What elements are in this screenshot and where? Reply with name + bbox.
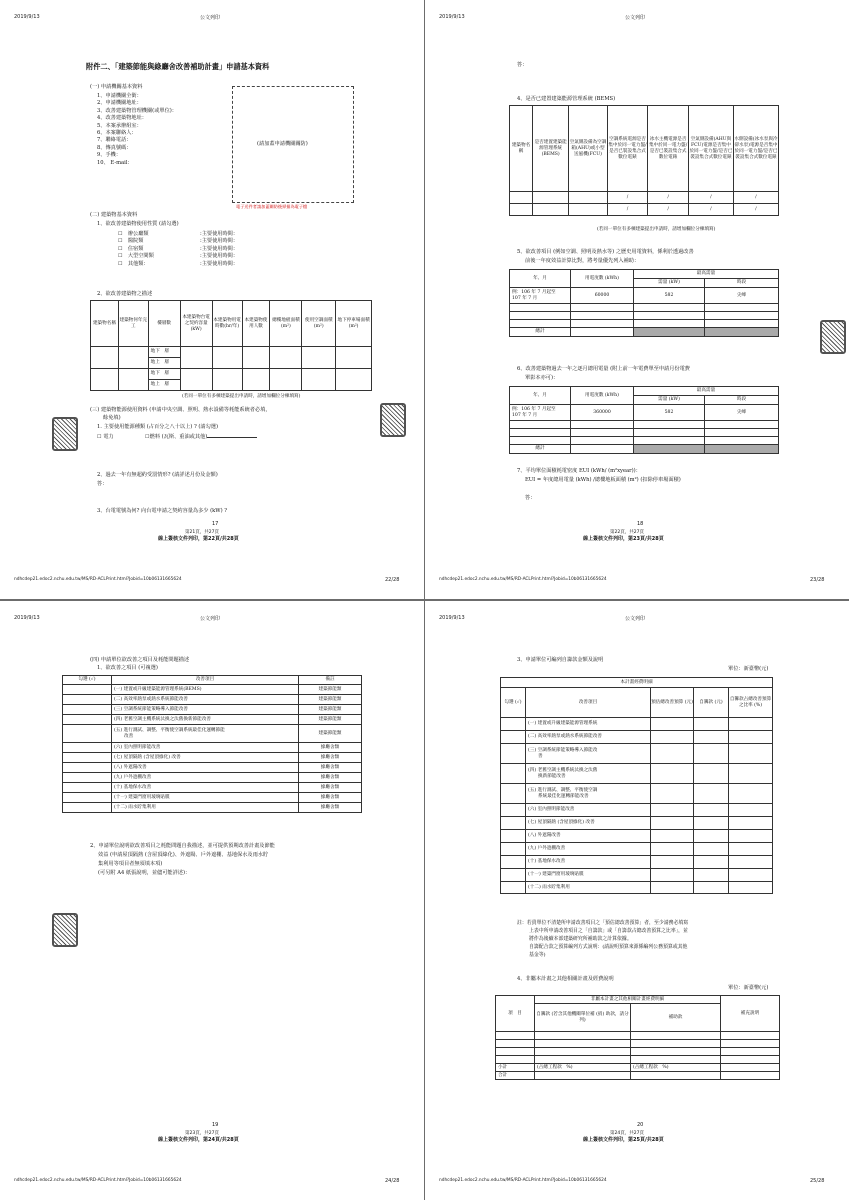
table-header: 空氣側設備(AHU與FCU)電源是否集中於同一電力盤/是否已裝設集合式數位電錶 (688, 106, 733, 192)
form-title: 附件二、「建築節能與綠廳舍改善補助計畫」申請基本資料 (86, 62, 270, 71)
use-hours-label: :主要使用時間： (200, 253, 239, 260)
checkbox-cell[interactable] (63, 725, 112, 743)
table-title: 本計畫經費明細 (501, 678, 773, 688)
table-header: 預估總改善預算 (元) (651, 688, 694, 718)
table-cell: 合計 (496, 1072, 535, 1080)
header-date: 2019/9/13 (439, 14, 465, 20)
table-cell: 60000 (571, 288, 634, 304)
table-cell: 小計 (496, 1064, 535, 1072)
seal-box (232, 86, 354, 203)
table-header: 自籌款 (若含其他機關單位補 (捐) 助款，請分列) (535, 1004, 631, 1032)
table-cell: (一) 建置或升級建築能源管理系統(BEMS) (112, 685, 299, 695)
page-1 (0, 0, 424, 599)
question: 2、申請單位說明欲改善項目之耗能問題自我描述，並可提供預期改善計畫及節能 (90, 843, 275, 849)
table-cell: (二) 高效率熱泵或熱水系統節能改善 (526, 731, 651, 744)
table-cell: 綠廳舍類 (299, 743, 362, 753)
improvement-table (62, 675, 362, 813)
field-label: 4、改善建築物地址： (97, 115, 147, 122)
table-header: 改善項目 (526, 688, 651, 718)
table-cell: (七) 屋頂隔熱 (含屋頂綠化) 改善 (526, 817, 651, 830)
question: 4、非屬本計畫之其他相關計畫及經費說明 (517, 976, 614, 982)
footer-url: ndhcdep21.edoc2.nchu.edu.tw/MS/RD-ACLPrint.html?Jobid=10b06131665624 (439, 577, 607, 582)
header-date: 2019/9/13 (14, 615, 40, 621)
page-number: 20 (637, 1122, 644, 1128)
question-cont: 前後一年度效益計算比對，將考量優先列入補助： (525, 258, 640, 264)
table-header: 時段 (705, 396, 779, 405)
question: 7、平均單位面積耗電密度 EUI (kWh/ (m²xyear))： (517, 468, 641, 474)
table-header: 樓層數 (148, 301, 180, 347)
seal-note: 電子送件者請加蓋關防後掃描為電子檔 (236, 204, 308, 209)
question-cont: 集利用等項目者無須填本項) (98, 861, 163, 867)
table-cell: (五) 進行測試、調整、平衡使空調 (528, 787, 598, 793)
answer-label: 答： (525, 495, 536, 501)
question: 5、欲改善項目 (例如空調、照明及熱水等) 之歷史用電資料，係利於透過改善 (517, 249, 694, 255)
other-budget-table (495, 995, 780, 1080)
checkbox-item[interactable]: ☐燃料 (瓦斯、重油或其他) (145, 434, 257, 441)
table-cell: / (733, 204, 778, 216)
field-label: 6、本案聯絡人： (97, 130, 137, 137)
table-cell: 尖峰 (705, 405, 779, 421)
table-cell: / (733, 192, 778, 204)
question: 2、過去一年有無超約受罰情形? (請詳述月份及金額) (97, 472, 218, 478)
page-count: 第22頁，共27頁 (610, 530, 644, 535)
field-label: 8、傳真號碼： (97, 144, 132, 151)
footer-page: 23/28 (810, 577, 825, 583)
subsection-heading: 1、欲改善建築物使用性質 (請勾選) (97, 221, 179, 227)
checkbox-cell[interactable] (63, 793, 112, 803)
checkbox-cell[interactable] (63, 715, 112, 725)
use-hours-list (200, 231, 238, 268)
table-header: 勾選 (✓) (501, 688, 526, 718)
table-header: 空氣側設備為空調箱(AHU)或小型送風機(FCU) (569, 106, 607, 192)
footer-page: 24/28 (385, 1178, 400, 1184)
question: 6、改善建築物過去一年之逐月總用電量 (附上前一年電費單至申請月份電費 (517, 366, 690, 372)
table-cell: 地下 層 (148, 347, 180, 358)
checkbox-item[interactable]: ☐ 醫院類 (118, 238, 144, 245)
use-hours-label: :主要使用時間： (200, 231, 239, 237)
table-header: 項 目 (496, 996, 535, 1032)
table-header: 改善項目 (112, 676, 299, 685)
table-header: 自籌款 (元) (694, 688, 729, 718)
table-cell: 例：106 年 7 月起至 (512, 289, 556, 295)
table-cell: (二) 高效率熱泵或熱水系統節能改善 (112, 695, 299, 705)
table-header: 用電度數 (kWh) (571, 387, 634, 405)
table-cell: 地上 層 (148, 380, 180, 391)
table-header: 建築物何年完工 (118, 301, 148, 347)
table-header: 空調系統電源是否集中於同一電力盤/是否已裝設集合式數位電錶 (607, 106, 648, 192)
table-header: 需量 (kW) (634, 279, 705, 288)
table-cell: / (648, 192, 689, 204)
applicant-fields (97, 93, 177, 167)
table-cell: (九) 戶外遮棚改善 (526, 843, 651, 856)
table-cell: 107 年 7 月 (512, 295, 538, 301)
table-header: 年、月 (510, 387, 571, 405)
page-3 (0, 601, 424, 1200)
header-title: 公文列印 (200, 15, 221, 21)
use-hours-label: :主要使用時間： (200, 238, 239, 245)
table-cell: (八) 外遮陽改善 (112, 763, 299, 773)
table-note: (若同一單位有多棟建築提出申請時，請增加欄位分棟填寫) (597, 227, 716, 232)
footer-page: 25/28 (810, 1178, 825, 1184)
footer-url: ndhcdep21.edoc2.nchu.edu.tw/MS/RD-ACLPrint.html?Jobid=10b06131665624 (439, 1178, 607, 1183)
question: 3、申請單位可編列自籌款金額及說明 (517, 657, 604, 663)
budget-table (500, 677, 773, 894)
table-cell: 善 (538, 753, 543, 759)
checkbox-cell[interactable] (63, 773, 112, 783)
page-count: 第23頁，共27頁 (185, 1131, 219, 1136)
footer-url: ndhcdep21.edoc2.nchu.edu.tw/MS/RD-ACLPrint.html?Jobid=10b06131665624 (14, 1178, 182, 1183)
print-footer: 線上簽核文件列印，第22頁/共28頁 (158, 536, 239, 542)
table-cell: 綠廳舍類 (299, 763, 362, 773)
table-header: 建築物名稱 (510, 106, 533, 192)
field-label: 7、聯絡電話： (97, 137, 132, 144)
checkbox-cell[interactable] (63, 753, 112, 763)
history-table (509, 269, 779, 337)
table-header: 最高需量 (634, 387, 779, 396)
table-cell: 改善 (124, 733, 134, 739)
table-cell: (一) 建置或升級建築能源管理系統 (526, 718, 651, 731)
answer-label: 答： (517, 62, 528, 68)
checkbox-cell[interactable] (63, 743, 112, 753)
table-cell: (十) 基地保水改善 (526, 856, 651, 869)
footer-url: ndhcdep21.edoc2.nchu.edu.tw/MS/RD-ACLPrint.html?Jobid=10b06131665624 (14, 577, 182, 582)
table-cell: 換新節能改善 (538, 773, 566, 779)
table-cell: 綠廳舍類 (299, 753, 362, 763)
table-cell: (三) 空調系統節能策略導入節能改 (528, 747, 598, 753)
table-header: 本建築物使用人數 (242, 301, 270, 347)
building-table (90, 300, 372, 391)
field-label: 3、改善建築物管理機關(或單位)： (97, 107, 177, 114)
table-header: 用電度數 (kWh) (571, 270, 634, 288)
print-footer: 線上簽核文件列印，第23頁/共28頁 (583, 536, 664, 542)
page-count: 第24頁，共27頁 (610, 1131, 644, 1136)
table-cell: 建築節能類 (299, 695, 362, 705)
table-header: 時段 (705, 279, 779, 288)
header-date: 2019/9/13 (439, 615, 465, 621)
seal-stamp-icon (52, 417, 78, 451)
note-cont: 基金等) (529, 952, 546, 958)
header-title: 公文列印 (200, 616, 221, 622)
table-cell: (十) 基地保水改善 (112, 783, 299, 793)
table-cell: 尖峰 (705, 288, 779, 304)
note-cont: 上表中所申請改善項目之「自籌款」或「自籌款占總改善預算之比率」，並 (529, 928, 688, 934)
table-cell: 582 (634, 405, 705, 421)
checkbox-cell[interactable] (63, 803, 112, 813)
page-2 (425, 0, 849, 599)
checkbox-cell[interactable] (63, 763, 112, 773)
unit-label: 單位：新臺幣(元) (728, 985, 769, 991)
checkbox-cell[interactable] (63, 783, 112, 793)
question: 4、是否已建置建築能源管理系統 (BEMS) (517, 96, 616, 102)
question: 1. 主要使用能源種類 (占百分之八十以上) ? (請勾選) (97, 424, 218, 430)
table-header: 年、月 (510, 270, 571, 288)
seal-box-label: (請加蓋申請機關關防) (257, 141, 308, 147)
table-cell: (十二) 雨水貯集利用 (526, 882, 651, 894)
table-cell: 建築節能類 (299, 685, 362, 695)
table-header: 本建築物用電時數(hr/年) (212, 301, 242, 347)
field-label: 10、 E-mail： (97, 159, 133, 166)
table-header: 是否建置建築能源管理系統(BEMS) (533, 106, 569, 192)
question: 3、台電電號為何? 向台電申請之契約容量為多少 (kW) ? (97, 508, 228, 514)
table-cell: / (607, 192, 648, 204)
section-heading: (三) 建築物能源使用資料 (申請中央空調、照明、熱水設備等耗能系統者必填， (90, 407, 271, 413)
table-cell: 地下 層 (148, 369, 180, 380)
table-cell: (四) 老舊空調主機系統汰換之汰舊換新節能改善 (112, 715, 299, 725)
header-date: 2019/9/13 (14, 14, 40, 20)
table-cell: / (688, 204, 733, 216)
table-cell: 總計 (510, 328, 571, 337)
field-label: 5、本案承辦組室： (97, 122, 142, 129)
table-cell: 建築節能類 (299, 715, 362, 725)
footer-page: 22/28 (385, 577, 400, 583)
table-cell: 107 年 7 月 (512, 412, 538, 418)
use-hours-label: :主要使用時間： (200, 260, 239, 267)
use-type-list (118, 231, 154, 268)
table-header: 建築物名稱 (91, 301, 119, 347)
table-cell: (十一) 建築門窗用玻璃貼膜 (112, 793, 299, 803)
table-cell: (三) 空調系統節能策略導入節能改善 (112, 705, 299, 715)
table-cell: (六) 室內照明節能改善 (112, 743, 299, 753)
table-cell: 綠廳舍類 (299, 803, 362, 813)
table-header: 勾選 (✓) (63, 676, 112, 685)
unit-label: 單位：新臺幣(元) (728, 666, 769, 672)
table-header: 最高需量 (634, 270, 779, 279)
table-cell: / (607, 204, 648, 216)
print-footer: 線上簽核文件列印，第25頁/共28頁 (583, 1137, 664, 1143)
seal-stamp-icon (380, 403, 406, 437)
table-cell: 360000 (571, 405, 634, 421)
seal-stamp-icon (52, 913, 78, 947)
note: 註：若貴單位不清楚所申請改善項目之「預估總改善預算」者，至少請務必填寫 (517, 920, 689, 926)
table-header: 備註 (299, 676, 362, 685)
table-header: 自籌款占總改善預算之比率 (%) (729, 688, 773, 718)
table-cell: (八) 外遮陽改善 (526, 830, 651, 843)
table-cell: (六) 室內照明節能改善 (526, 804, 651, 817)
table-cell: (四) 老舊空調主機系統汰換之汰舊 (528, 767, 598, 773)
formula: EUI = 年度總用電量 (kWh) /總樓地板面積 (m²) (扣除停車場面積) (525, 477, 681, 483)
use-hours-label: :主要使用時間： (200, 245, 239, 252)
section-heading: (二) 建築物基本資料 (90, 212, 138, 218)
section-heading-cont: 餘免填) (103, 415, 121, 421)
monthly-table (509, 386, 779, 454)
field-label: 9、手機： (97, 152, 122, 159)
table-header: 補助款 (631, 1004, 721, 1032)
checkbox-cell[interactable] (63, 685, 112, 695)
table-cell: (七) 屋頂隔熱 (含屋頂綠化) 改善 (112, 753, 299, 763)
table-cell: / (648, 204, 689, 216)
header-title: 公文列印 (625, 616, 646, 622)
table-header: 總樓地板面積(m²) (270, 301, 302, 347)
note-cont: 將作為後續本部建築研究所補助款之計算依據。 (529, 936, 632, 942)
page-number: 18 (637, 521, 644, 527)
table-cell: (五) 進行測試、調整、平衡使空調系統最佳化運轉節能 (114, 727, 225, 733)
table-cell: 例：106 年 7 月起至 (512, 406, 556, 412)
seal-stamp-icon (820, 320, 846, 354)
table-cell: (占總工程款 %) (631, 1064, 721, 1072)
table-cell: 綠廳舍類 (299, 783, 362, 793)
question-cont: 效益 (申請屋頂隔熱 (含屋頂綠化)、外遮陽、戶外遮棚、基地保水及雨水貯 (98, 852, 269, 858)
print-footer: 線上簽核文件列印，第24頁/共28頁 (158, 1137, 239, 1143)
table-cell: (占總工程款 %) (535, 1064, 631, 1072)
checkbox-cell[interactable] (63, 695, 112, 705)
table-cell: (九) 戶外遮棚改善 (112, 773, 299, 783)
table-cell: (十一) 建築門窗用玻璃貼膜 (526, 869, 651, 882)
checkbox-item[interactable]: ☐ 電力 (97, 434, 114, 440)
field-label: 2、申請機關地址： (97, 100, 142, 107)
table-cell: 綠廳舍類 (299, 773, 362, 783)
header-title: 公文列印 (625, 15, 646, 21)
page-4 (425, 601, 849, 1200)
table-header: 需量 (kW) (634, 396, 705, 405)
table-header: 水側設備(冰水泵與冷卻水泵)電源是否集中於同一電力盤/是否已裝設集合式數位電錶 (733, 106, 778, 192)
page-number: 17 (212, 521, 219, 527)
section-heading: (四) 申請單位欲改善之項目及耗能問題描述 (90, 657, 190, 663)
table-cell: 系統最佳化運轉節能改善 (538, 793, 589, 799)
subsection-heading: 2、欲改善建築物之描述 (97, 291, 153, 297)
checkbox-item[interactable]: ☐ 大型空間類 (118, 253, 154, 260)
table-cell: / (688, 192, 733, 204)
question-cont: 單影本亦可)： (525, 375, 559, 381)
section-heading: (一) 申請機關基本資料 (90, 84, 143, 90)
checkbox-item[interactable]: ☐ 其他類： (118, 260, 149, 267)
checkbox-item[interactable]: ☐ 辦公廳類 (118, 231, 149, 237)
table-cell: 總計 (510, 445, 571, 454)
subsection-heading: 1、欲改善之項目 (可複選) (97, 665, 158, 671)
checkbox-item[interactable]: ☐ 住宿類 (118, 245, 144, 252)
table-header: 冰水主機電源是否集中於同一電力盤/是否已裝設集合式數位電錶 (648, 106, 689, 192)
table-cell: 建築節能類 (299, 705, 362, 715)
table-cell: (十二) 雨水貯集利用 (112, 803, 299, 813)
table-cell: 建築節能類 (299, 725, 362, 743)
table-cell: 582 (634, 288, 705, 304)
table-header: 使用空調面積(m²) (302, 301, 336, 347)
page-number: 19 (212, 1122, 219, 1128)
answer-label: 答： (97, 481, 108, 487)
field-label: 1、申請機關全銜： (97, 93, 142, 99)
table-header: 地下停車場面積(m²) (336, 301, 372, 347)
table-header: 補充說明 (721, 996, 780, 1032)
table-title: 非屬本計畫之其他相關計畫經費明細 (535, 996, 721, 1004)
checkbox-cell[interactable] (63, 705, 112, 715)
table-note: (若同一單位有多棟建築提出申請時，請增加欄位分棟填寫) (182, 394, 301, 399)
table-header: 本建築物台電之契約容量(kW) (180, 301, 212, 347)
table-cell: 綠廳舍類 (299, 793, 362, 803)
note-cont: 自籌配合款之預算編列方式說明：(請說明預算來源係編列公務預算或其他 (529, 944, 688, 950)
bems-table (509, 105, 779, 216)
page-count: 第21頁，共27頁 (185, 530, 219, 535)
question-cont: (可另附 A4 紙張說明，並儘可能詳述)： (98, 870, 191, 876)
table-cell: 地上 層 (148, 358, 180, 369)
